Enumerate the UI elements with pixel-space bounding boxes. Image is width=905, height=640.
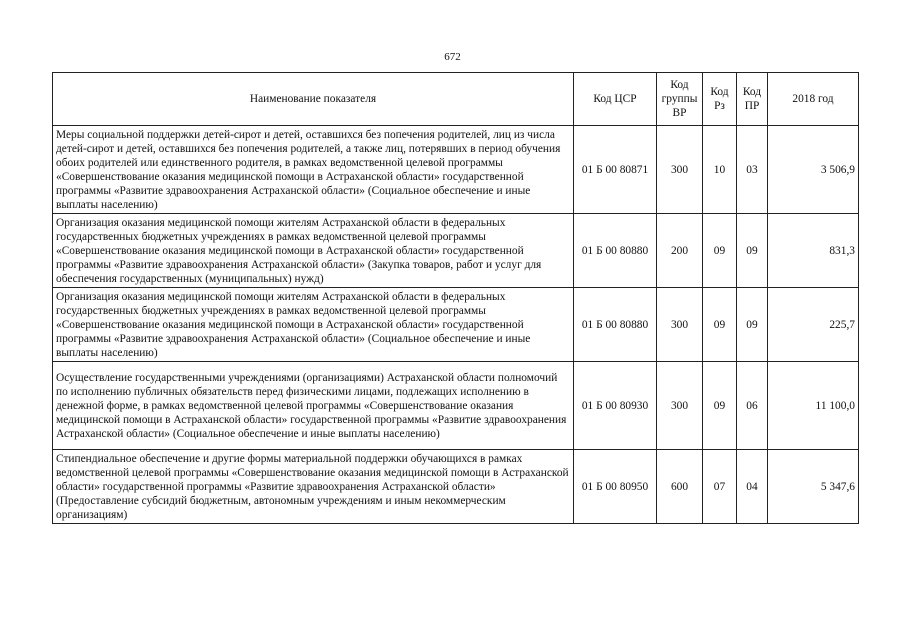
row-amount: 5 347,6 <box>768 450 859 524</box>
row-vr-code: 200 <box>657 214 703 288</box>
row-rz-code: 09 <box>703 288 737 362</box>
row-name: Стипендиальное обеспечение и другие формы материальной поддержки обучающихся в рамках ведомственной целевой программы «Совершенствование оказания медицинской помощи в Астраханской области» государственной программы «Развитие здравоохранения Астраханской области» (Предоставление субсидий бюджетным, автономным учреждениям и иным некоммерческим организациям) <box>53 450 574 524</box>
table-row <box>53 214 859 288</box>
row-vr-code: 300 <box>657 126 703 214</box>
header-pr-code: Код ПР <box>737 73 768 126</box>
row-vr-code: 300 <box>657 288 703 362</box>
table-header <box>53 73 859 126</box>
row-name: Меры социальной поддержки детей-сирот и детей, оставшихся без попечения родителей, лиц из числа детей-сирот и детей, оставшихся без попечения родителей, а также лиц, потерявших в период обучения обоих родителей или единственного родителя, в рамках ведомственной целевой программы «Совершенствование оказания медицинской помощи в Астраханской области» государственной программы «Развитие здравоохранения Астраханской области» (Социальное обеспечение и иные выплаты населению) <box>53 126 574 214</box>
table-body <box>53 126 859 524</box>
header-row <box>53 73 859 126</box>
row-csr-code: 01 Б 00 80880 <box>574 288 657 362</box>
row-csr-code: 01 Б 00 80871 <box>574 126 657 214</box>
row-amount: 3 506,9 <box>768 126 859 214</box>
row-vr-code: 600 <box>657 450 703 524</box>
row-rz-code: 10 <box>703 126 737 214</box>
header-name: Наименование показателя <box>53 73 574 126</box>
row-amount: 11 100,0 <box>768 362 859 450</box>
row-name: Осуществление государственными учреждениями (организациями) Астраханской области полномочий по исполнению публичных обязательств перед физическими лицами, подлежащих исполнению в денежной форме, в рамках ведомственной целевой программы «Совершенствование оказания медицинской помощи в Астраханской области» государственной программы «Развитие здравоохранения Астраханской области» (Социальное обеспечение и иные выплаты населению) <box>53 362 574 450</box>
row-rz-code: 09 <box>703 214 737 288</box>
row-amount: 831,3 <box>768 214 859 288</box>
table-row <box>53 450 859 524</box>
row-csr-code: 01 Б 00 80880 <box>574 214 657 288</box>
header-csr-code: Код ЦСР <box>574 73 657 126</box>
row-vr-code: 300 <box>657 362 703 450</box>
header-vr-code: Код группы ВР <box>657 73 703 126</box>
row-rz-code: 07 <box>703 450 737 524</box>
header-year: 2018 год <box>768 73 859 126</box>
table-row <box>53 362 859 450</box>
row-rz-code: 09 <box>703 362 737 450</box>
table-row <box>53 288 859 362</box>
row-pr-code: 06 <box>737 362 768 450</box>
row-name: Организация оказания медицинской помощи жителям Астраханской области в федеральных государственных бюджетных учреждениях в рамках ведомственной целевой программы «Совершенствование оказания медицинской помощи в Астраханской области» государственной программы «Развитие здравоохранения Астраханской области» (Социальное обеспечение и иные выплаты населению) <box>53 288 574 362</box>
row-pr-code: 03 <box>737 126 768 214</box>
row-amount: 225,7 <box>768 288 859 362</box>
row-pr-code: 04 <box>737 450 768 524</box>
table-row <box>53 126 859 214</box>
row-name: Организация оказания медицинской помощи жителям Астраханской области в федеральных государственных бюджетных учреждениях в рамках ведомственной целевой программы «Совершенствование оказания медицинской помощи в Астраханской области» государственной программы «Развитие здравоохранения Астраханской области» (Закупка товаров, работ и услуг для обеспечения государственных (муниципальных) нужд) <box>53 214 574 288</box>
page-number: 672 <box>444 51 461 63</box>
row-pr-code: 09 <box>737 214 768 288</box>
row-pr-code: 09 <box>737 288 768 362</box>
header-rz-code: Код Рз <box>703 73 737 126</box>
budget-table <box>52 72 859 524</box>
row-csr-code: 01 Б 00 80930 <box>574 362 657 450</box>
row-csr-code: 01 Б 00 80950 <box>574 450 657 524</box>
